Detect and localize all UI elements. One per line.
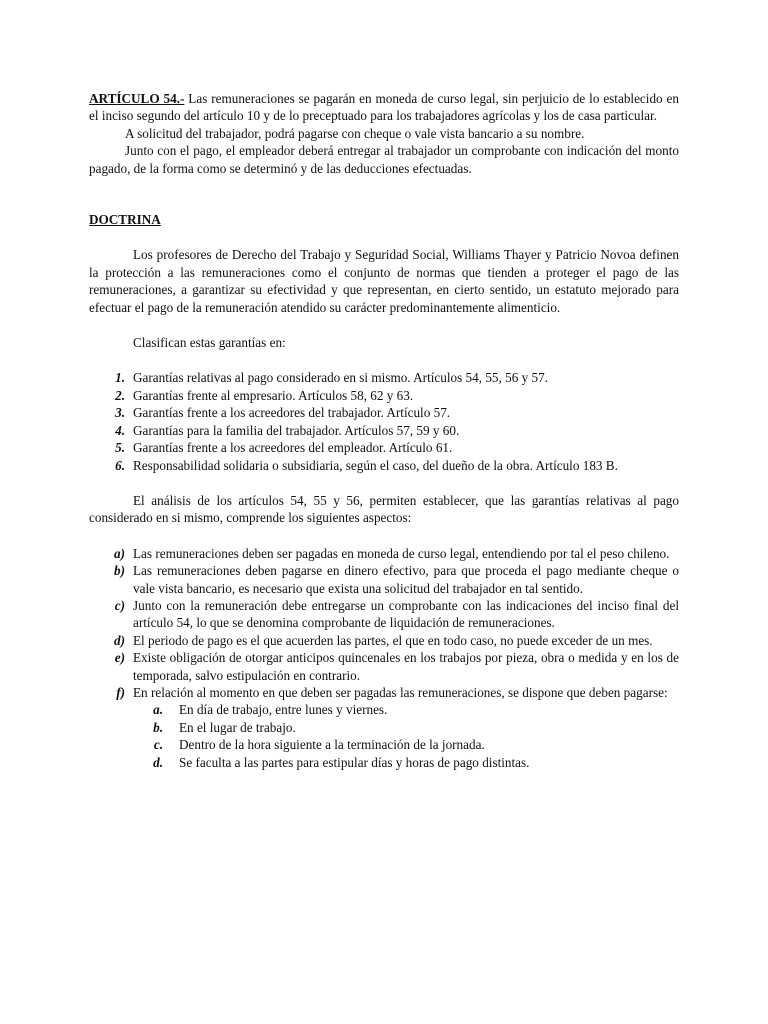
document-page — [89, 90, 679, 771]
sublist-marker: a. — [153, 702, 163, 718]
list-text: Responsabilidad solidaria o subsidiaria, según el caso, del dueño de la obra. Artículo 183 B. — [133, 457, 618, 473]
list-item — [89, 597, 679, 632]
article-paragraph-3: Junto con el pago, el empleador deberá entregar al trabajador un comprobante con indicación del monto pagado, de la forma como se determinó y de las deducciones efectuadas. — [89, 143, 679, 176]
classify-text: Clasifican estas garantías en: — [133, 335, 286, 351]
list-marker: 1. — [115, 370, 125, 386]
list-item — [89, 649, 679, 684]
article-paragraph-2: A solicitud del trabajador, podrá pagarse con cheque o vale vista bancario a su nombre. — [125, 125, 585, 141]
list-item — [89, 422, 679, 439]
list-text: Garantías frente al empresario. Artículos 58, 62 y 63. — [133, 387, 414, 403]
list-item — [89, 404, 679, 421]
list-item — [89, 439, 679, 456]
list-item — [89, 457, 679, 474]
sublist-marker: b. — [153, 719, 163, 735]
sublist-item — [133, 736, 679, 753]
list-item — [89, 684, 679, 771]
list-marker: 4. — [115, 422, 125, 438]
doctrina-intro: Los profesores de Derecho del Trabajo y Seguridad Social, Williams Thayer y Patricio Novoa definen la protección a las remuneraciones como el conjunto de normas que tienden a proteger el pago de las remuneraciones, a garantizar su efectividad y que representan, en cierto sentido, un estatuto mejorado para efectuar el pago de la remuneración atendido su carácter predominantemente alimenticio. — [89, 247, 679, 315]
list-marker: f) — [116, 684, 125, 700]
sublist-item — [133, 754, 679, 771]
sublist-marker: c. — [153, 737, 163, 753]
list-text: Garantías relativas al pago considerado en si mismo. Artículos 54, 55, 56 y 57. — [133, 370, 548, 386]
list-text: Garantías para la familia del trabajador. Artículos 57, 59 y 60. — [133, 422, 460, 438]
doctrina-heading: DOCTRINA — [89, 212, 161, 228]
list-marker: c) — [114, 597, 125, 613]
article-paragraph — [89, 90, 679, 125]
list-item — [89, 369, 679, 386]
analysis-text: El análisis de los artículos 54, 55 y 56, permiten establecer, que las garantías relativas al pago considerado en si mismo, comprende los siguientes aspectos: — [89, 492, 679, 526]
list-marker: 2. — [115, 387, 125, 403]
article-title: ARTÍCULO 54.- — [89, 91, 185, 106]
list-text: Las remuneraciones deben pagarse en dinero efectivo, para que proceda el pago mediante cheque o vale vista bancario, es necesario que exista una solicitud del trabajador en tal sentido. — [133, 563, 679, 596]
sublist-text: En el lugar de trabajo. — [179, 719, 296, 735]
list-marker: 6. — [115, 457, 125, 473]
list-item — [89, 545, 679, 562]
list-marker: d) — [114, 632, 125, 648]
list-text: Existe obligación de otorgar anticipos quincenales en los trabajos por pieza, obra o medida y en los de temporada, salvo estipulación en contrario. — [133, 650, 679, 683]
aspects-list — [89, 545, 679, 771]
list-text: Junto con la remuneración debe entregarse un comprobante con las indicaciones del inciso final del artículo 54, lo que se denomina comprobante de liquidación de remuneraciones. — [133, 597, 679, 631]
list-marker: 5. — [115, 440, 125, 456]
guarantees-list — [89, 369, 679, 473]
list-marker: 3. — [115, 405, 125, 421]
sublist-text: Dentro de la hora siguiente a la terminación de la jornada. — [179, 737, 485, 753]
list-marker: a) — [114, 545, 125, 561]
list-item — [89, 632, 679, 649]
sublist-text: Se faculta a las partes para estipular días y horas de pago distintas. — [179, 754, 530, 770]
list-item — [89, 562, 679, 597]
list-text: Garantías frente a los acreedores del trabajador. Artículo 57. — [133, 405, 451, 421]
sublist-text: En día de trabajo, entre lunes y viernes. — [179, 702, 388, 718]
list-text: Las remuneraciones deben ser pagadas en moneda de curso legal, entendiendo por tal el peso chileno. — [133, 545, 670, 561]
list-marker: e) — [114, 650, 125, 666]
list-text: Garantías frente a los acreedores del empleador. Artículo 61. — [133, 440, 453, 456]
list-text: En relación al momento en que deben ser pagadas las remuneraciones, se dispone que deben pagarse: — [133, 684, 668, 700]
article-text: Las remuneraciones se pagarán en moneda de curso legal, sin perjuicio de lo establecido en el inciso segundo del artículo 10 y de lo preceptuado para los trabajadores agrícolas y los de casa particular. — [89, 91, 679, 124]
list-marker: b) — [114, 563, 125, 579]
timing-sublist — [133, 701, 679, 771]
sublist-marker: d. — [153, 754, 163, 770]
list-text: El periodo de pago es el que acuerden las partes, el que en todo caso, no puede exceder de un mes. — [133, 632, 653, 648]
list-item — [89, 387, 679, 404]
sublist-item — [133, 719, 679, 736]
sublist-item — [133, 701, 679, 718]
